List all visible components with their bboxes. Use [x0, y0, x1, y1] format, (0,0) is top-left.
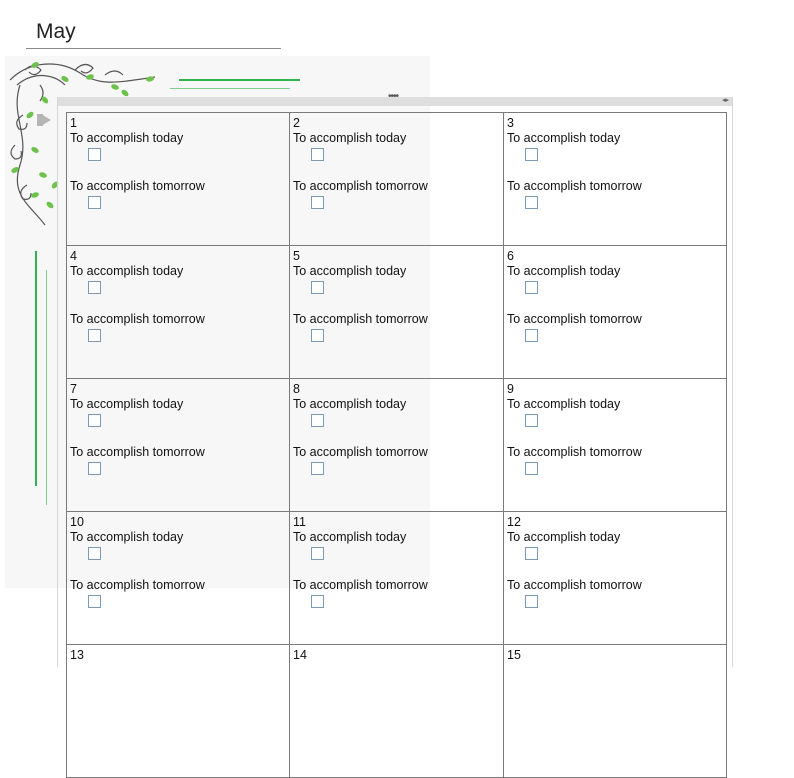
- accent-line-top-thin: [170, 88, 290, 89]
- day-number: 10: [70, 515, 84, 529]
- accent-line-top: [179, 79, 300, 81]
- day-number: 13: [70, 648, 84, 662]
- today-checkbox[interactable]: [525, 414, 538, 427]
- tomorrow-label: To accomplish tomorrow: [293, 179, 428, 193]
- today-checkbox[interactable]: [311, 414, 324, 427]
- day-cell[interactable]: [504, 379, 727, 512]
- today-label: To accomplish today: [507, 530, 621, 544]
- today-label: To accomplish today: [293, 264, 407, 278]
- tomorrow-label: To accomplish tomorrow: [70, 179, 205, 193]
- day-cell[interactable]: [504, 246, 727, 379]
- calendar-row: [67, 645, 727, 778]
- today-label: To accomplish today: [507, 264, 621, 278]
- day-cell[interactable]: [290, 512, 504, 645]
- day-cell[interactable]: [290, 379, 504, 512]
- tomorrow-checkbox[interactable]: [311, 462, 324, 475]
- month-title[interactable]: May: [36, 20, 76, 43]
- calendar-table: [66, 112, 727, 778]
- tomorrow-checkbox[interactable]: [88, 196, 101, 209]
- tomorrow-label: To accomplish tomorrow: [293, 445, 428, 459]
- today-label: To accomplish today: [70, 530, 184, 544]
- day-number: 15: [507, 648, 521, 662]
- tomorrow-checkbox[interactable]: [311, 595, 324, 608]
- today-checkbox[interactable]: [525, 281, 538, 294]
- calendar-row: [67, 113, 727, 246]
- today-checkbox[interactable]: [88, 547, 101, 560]
- today-checkbox[interactable]: [88, 148, 101, 161]
- today-label: To accomplish today: [507, 131, 621, 145]
- today-label: To accomplish today: [70, 264, 184, 278]
- tomorrow-label: To accomplish tomorrow: [70, 578, 205, 592]
- day-number: 3: [507, 116, 514, 130]
- calendar-row: [67, 246, 727, 379]
- resize-arrows-icon[interactable]: ◂▸: [721, 97, 729, 104]
- table-move-handle-icon[interactable]: [58, 91, 732, 106]
- today-checkbox[interactable]: [311, 281, 324, 294]
- tomorrow-label: To accomplish tomorrow: [293, 312, 428, 326]
- day-number: 14: [293, 648, 307, 662]
- day-cell[interactable]: [504, 512, 727, 645]
- day-cell[interactable]: [290, 113, 504, 246]
- calendar-row: [67, 512, 727, 645]
- today-label: To accomplish today: [70, 397, 184, 411]
- today-label: To accomplish today: [293, 397, 407, 411]
- day-cell[interactable]: [67, 512, 290, 645]
- handle-dots-icon: ••••: [388, 91, 399, 102]
- tomorrow-checkbox[interactable]: [88, 329, 101, 342]
- day-number: 1: [70, 116, 77, 130]
- tomorrow-checkbox[interactable]: [525, 196, 538, 209]
- accent-line-vertical: [35, 251, 37, 486]
- day-cell[interactable]: [290, 246, 504, 379]
- today-checkbox[interactable]: [311, 148, 324, 161]
- tomorrow-checkbox[interactable]: [311, 196, 324, 209]
- tab-marker-arrow: [41, 114, 51, 126]
- tomorrow-label: To accomplish tomorrow: [293, 578, 428, 592]
- day-number: 12: [507, 515, 521, 529]
- day-number: 6: [507, 249, 514, 263]
- tomorrow-label: To accomplish tomorrow: [507, 179, 642, 193]
- accent-line-vertical-thin: [46, 270, 47, 505]
- day-number: 2: [293, 116, 300, 130]
- tomorrow-label: To accomplish tomorrow: [70, 445, 205, 459]
- day-number: 11: [293, 515, 306, 529]
- day-number: 4: [70, 249, 77, 263]
- day-number: 9: [507, 382, 514, 396]
- day-cell[interactable]: [504, 113, 727, 246]
- day-cell[interactable]: [67, 379, 290, 512]
- day-number: 5: [293, 249, 300, 263]
- day-number: 7: [70, 382, 77, 396]
- day-cell[interactable]: [504, 645, 727, 778]
- today-checkbox[interactable]: [88, 281, 101, 294]
- tomorrow-checkbox[interactable]: [525, 329, 538, 342]
- tomorrow-label: To accomplish tomorrow: [70, 312, 205, 326]
- day-cell[interactable]: [67, 113, 290, 246]
- tomorrow-checkbox[interactable]: [311, 329, 324, 342]
- tomorrow-checkbox[interactable]: [88, 595, 101, 608]
- today-checkbox[interactable]: [525, 547, 538, 560]
- day-cell[interactable]: [67, 645, 290, 778]
- day-number: 8: [293, 382, 300, 396]
- today-checkbox[interactable]: [525, 148, 538, 161]
- tomorrow-checkbox[interactable]: [88, 462, 101, 475]
- tomorrow-checkbox[interactable]: [525, 462, 538, 475]
- tomorrow-label: To accomplish tomorrow: [507, 445, 642, 459]
- today-checkbox[interactable]: [311, 547, 324, 560]
- day-cell[interactable]: [290, 645, 504, 778]
- day-cell[interactable]: [67, 246, 290, 379]
- tomorrow-label: To accomplish tomorrow: [507, 312, 642, 326]
- calendar-container: [57, 91, 733, 667]
- today-label: To accomplish today: [507, 397, 621, 411]
- today-label: To accomplish today: [70, 131, 184, 145]
- today-checkbox[interactable]: [88, 414, 101, 427]
- tomorrow-label: To accomplish tomorrow: [507, 578, 642, 592]
- title-area: [26, 14, 281, 49]
- calendar-row: [67, 379, 727, 512]
- tomorrow-checkbox[interactable]: [525, 595, 538, 608]
- today-label: To accomplish today: [293, 530, 407, 544]
- today-label: To accomplish today: [293, 131, 407, 145]
